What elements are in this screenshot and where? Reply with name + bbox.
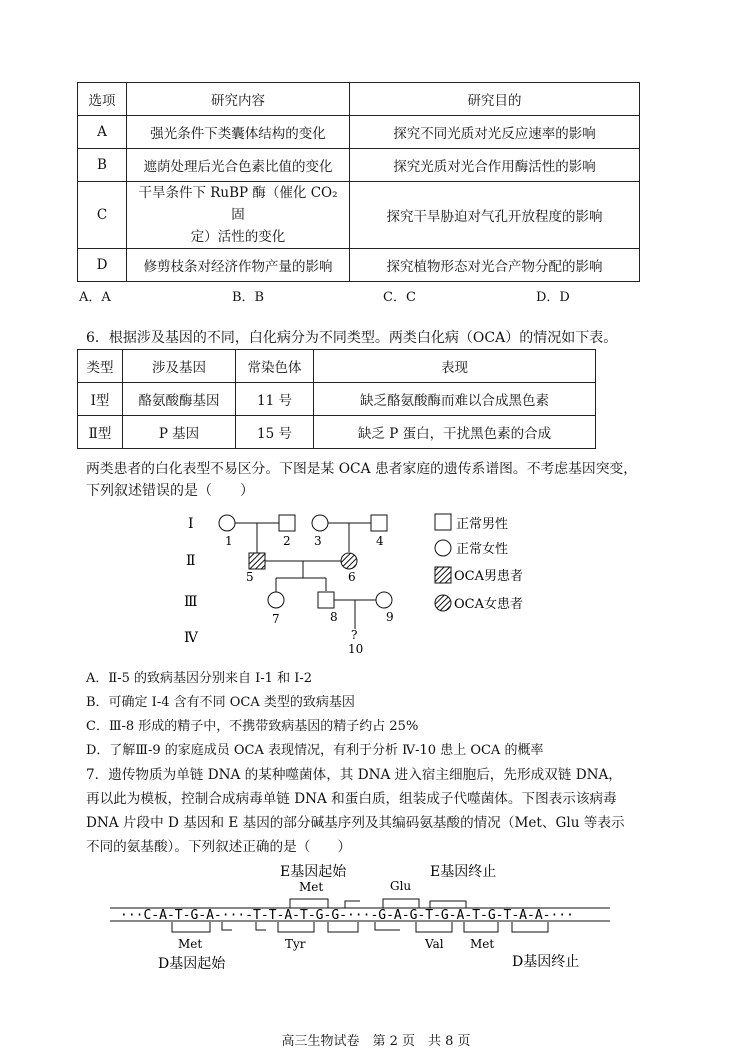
table-row: A 强光条件下类囊体结构的变化 探究不同光质对光反应速率的影响 — [78, 116, 640, 149]
generation-label: Ⅱ — [186, 553, 196, 569]
table-row: Ⅱ型 P 基因 15 号 缺乏 P 蛋白，干扰黑色素的合成 — [78, 416, 596, 449]
dna-sequence: ···C-A-T-G-A-···-T-T-A-T-G-G-···-G-A-G-T-G-A-T-G-T-A-A-··· — [120, 908, 574, 923]
generation-label: Ⅰ — [188, 516, 194, 532]
q6-option-b[interactable]: B．可确定 Ⅰ-4 含有不同 OCA 类型的致病基因 — [86, 695, 355, 710]
individual-i4 — [371, 515, 387, 531]
legend-normal-male-icon — [435, 514, 451, 530]
svg-text:2: 2 — [283, 534, 291, 548]
table-row: C 干旱条件下 RuBP 酶（催化 CO₂固 定）活性的变化 探究干旱胁迫对气孔开放程度的影响 — [78, 182, 640, 249]
generation-label: Ⅲ — [184, 594, 198, 610]
legend-oca-male-icon — [435, 567, 451, 583]
individual-ii5 — [249, 553, 265, 569]
q5-option-c[interactable]: C．C — [383, 290, 416, 305]
svg-text:正常女性: 正常女性 — [456, 542, 509, 557]
svg-text:7: 7 — [272, 612, 280, 626]
table-header: 表现 — [314, 350, 596, 383]
table-header: 研究目的 — [350, 83, 640, 116]
individual-iii7 — [268, 592, 284, 608]
generation-label: Ⅳ — [184, 630, 198, 646]
individual-iii8 — [318, 592, 334, 608]
amino-acid-label: Val — [425, 937, 444, 951]
svg-text:3: 3 — [314, 534, 322, 548]
individual-i2 — [279, 515, 295, 531]
svg-text:OCA男患者: OCA男患者 — [454, 569, 523, 584]
individual-i3 — [312, 515, 328, 531]
q6-stem: 6．根据涉及基因的不同，白化病分为不同类型。两类白化病（OCA）的情况如下表。 — [86, 330, 618, 346]
svg-text:1: 1 — [225, 534, 233, 548]
table-row: D 修剪枝条对经济作物产量的影响 探究植物形态对光合产物分配的影响 — [78, 249, 640, 282]
legend-normal-female-icon — [435, 540, 451, 556]
table-header: 选项 — [78, 83, 127, 116]
table-header: 涉及基因 — [123, 350, 236, 383]
q5-option-b[interactable]: B．B — [232, 290, 265, 305]
q6-table — [77, 349, 596, 449]
svg-text:5: 5 — [246, 570, 254, 584]
d-gene-start-label: D基因起始 — [158, 956, 226, 972]
legend-oca-female-icon — [435, 595, 451, 611]
q6-option-a[interactable]: A．Ⅱ-5 的致病基因分别来自 Ⅰ-1 和 Ⅰ-2 — [86, 671, 313, 686]
e-gene-end-label: E基因终止 — [430, 864, 497, 880]
q6-text-line: 两类患者的白化表型不易区分。下图是某 OCA 患者家庭的遗传系谱图。不考虑基因突变， — [86, 461, 638, 477]
svg-text:8: 8 — [330, 610, 338, 624]
q7-question: 不同的氨基酸）。下列叙述正确的是（ ） — [86, 839, 352, 855]
q7-text-line: DNA 片段中 D 基因和 E 基因的部分碱基序列及其编码氨基酸的情况（Met、Glu 等表示 — [86, 815, 625, 831]
amino-acid-label: Met — [299, 880, 324, 894]
amino-acid-label: Met — [178, 937, 203, 951]
amino-acid-label: Glu — [390, 879, 412, 893]
q6-option-c[interactable]: C．Ⅲ-8 形成的精子中，不携带致病基因的精子约占 25% — [86, 719, 419, 734]
q5-table — [77, 82, 640, 282]
svg-text:9: 9 — [386, 610, 394, 624]
svg-text:4: 4 — [376, 534, 384, 548]
d-gene-end-label: D基因终止 — [512, 954, 580, 970]
svg-text:OCA女患者: OCA女患者 — [454, 597, 523, 612]
table-row: Ⅰ型 酪氨酸酶基因 11 号 缺乏酪氨酸酶而难以合成黑色素 — [78, 383, 596, 416]
unknown-mark: ? — [351, 628, 358, 642]
table-header: 研究内容 — [127, 83, 350, 116]
amino-acid-label: Met — [470, 937, 495, 951]
table-row: B 遮荫处理后光合色素比值的变化 探究光质对光合作用酶活性的影响 — [78, 149, 640, 182]
table-header: 类型 — [78, 350, 123, 383]
q6-question: 下列叙述错误的是（ ） — [86, 483, 254, 499]
svg-text:6: 6 — [348, 570, 356, 584]
q7-text-line: 7．遗传物质为单链 DNA 的某种噬菌体，其 DNA 进入宿主细胞后，先形成双链 DNA， — [86, 767, 622, 783]
amino-acid-label: Tyr — [285, 937, 306, 951]
pedigree-diagram — [180, 508, 560, 656]
individual-i1 — [219, 515, 235, 531]
dna-sequence-diagram — [100, 858, 620, 978]
table-header: 常染色体 — [236, 350, 314, 383]
q6-option-d[interactable]: D．了解Ⅲ-9 的家庭成员 OCA 表现情况，有利于分析 Ⅳ-10 患上 OCA 的概率 — [86, 743, 544, 758]
svg-text:10: 10 — [348, 642, 364, 656]
q7-text-line: 再以此为模板，控制合成病毒单链 DNA 和蛋白质，组装成子代噬菌体。下图表示该病毒 — [86, 791, 617, 807]
svg-text:正常男性: 正常男性 — [456, 517, 509, 532]
e-gene-start-label: E基因起始 — [280, 864, 347, 880]
individual-iii9 — [376, 592, 392, 608]
page-footer: 高三生物试卷 第 2 页 共 8 页 — [281, 1034, 471, 1049]
q5-option-a[interactable]: A．A — [79, 290, 111, 305]
q5-option-d[interactable]: D．D — [536, 290, 570, 305]
individual-ii6 — [341, 553, 357, 569]
